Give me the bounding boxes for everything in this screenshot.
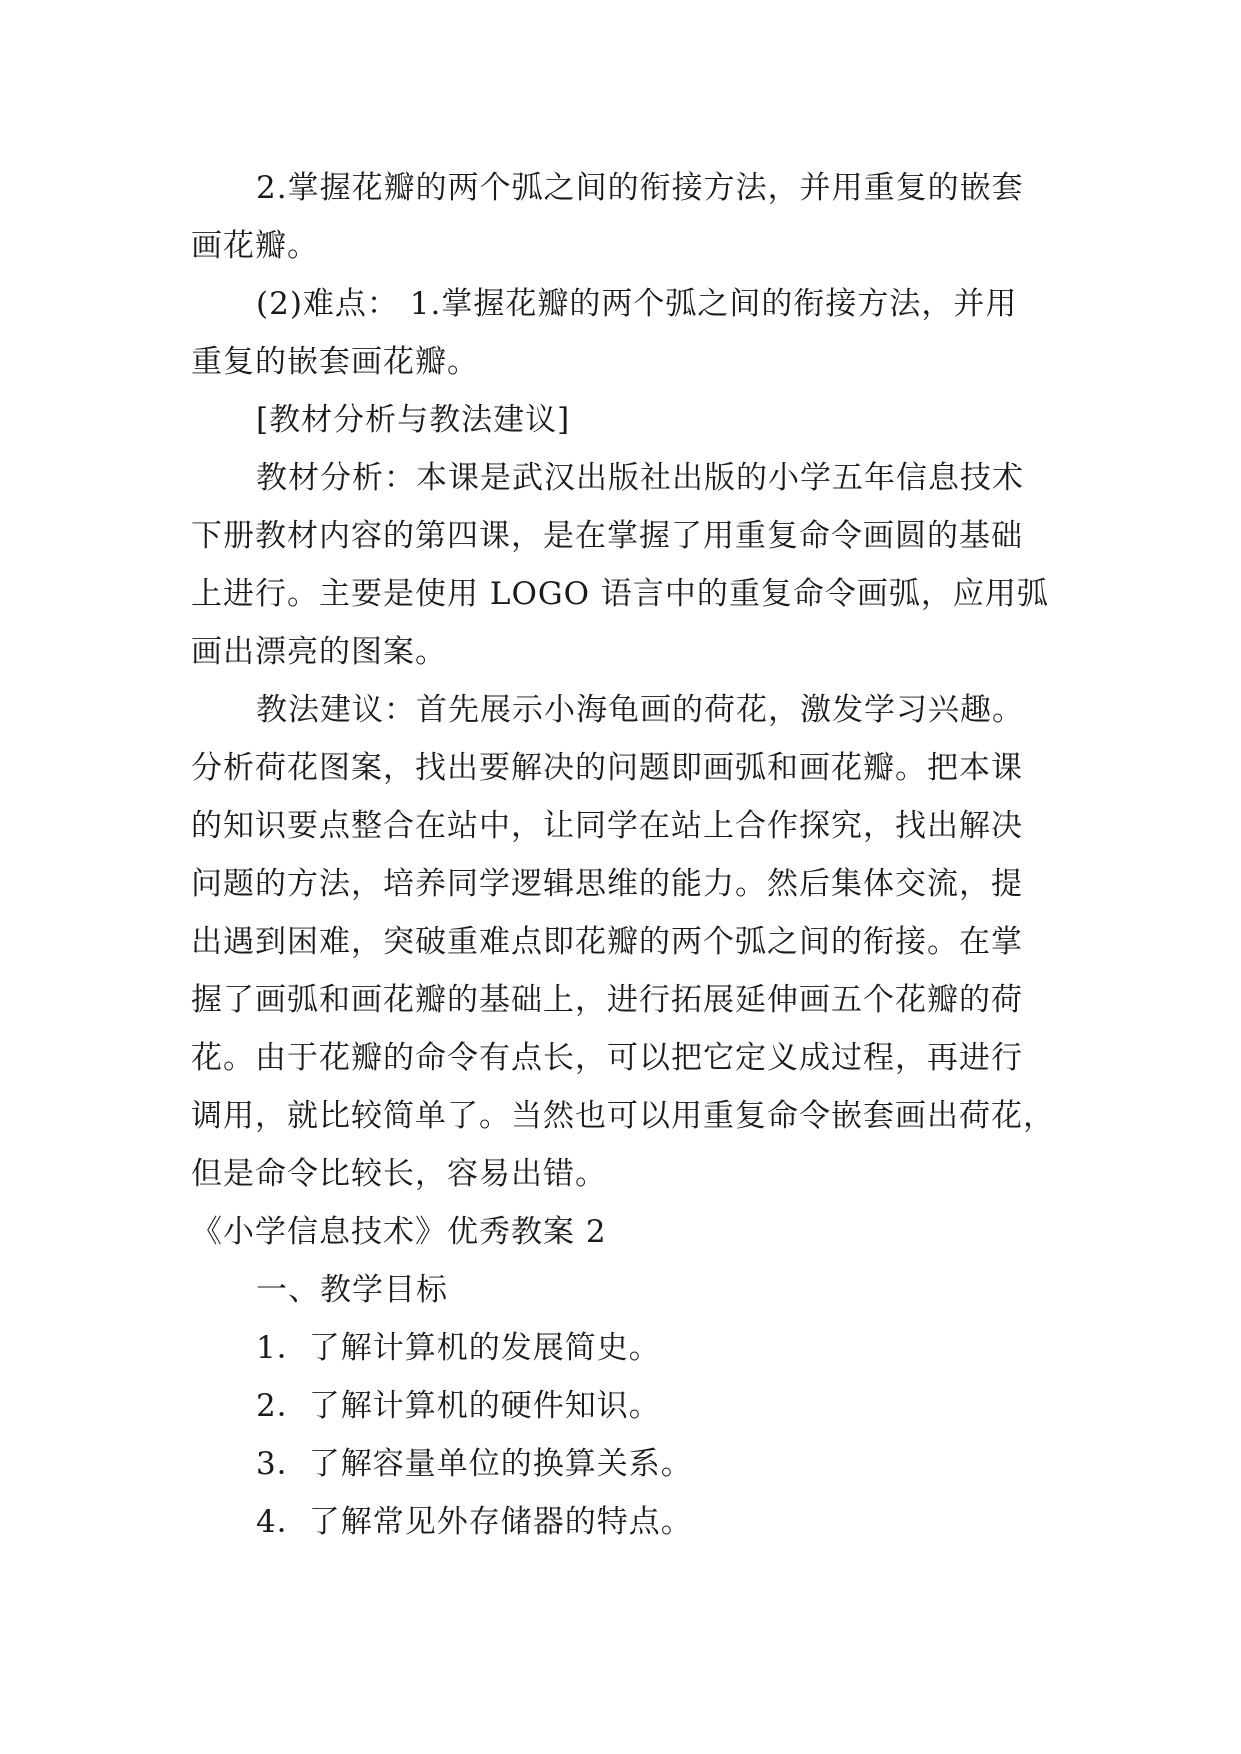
section-heading: 一、教学目标 <box>256 1272 448 1308</box>
paragraph-line: 2.掌握花瓣的两个弧之间的衔接方法，并用重复的嵌套 <box>256 170 1024 206</box>
list-item: 4．了解常见外存储器的特点。 <box>256 1504 693 1540</box>
paragraph-line: 握了画弧和画花瓣的基础上，进行拓展延伸画五个花瓣的荷 <box>191 982 1023 1018</box>
paragraph-line: 问题的方法，培养同学逻辑思维的能力。然后集体交流，提 <box>191 866 1023 902</box>
section-heading: [教材分析与教法建议] <box>256 402 571 438</box>
paragraph-line: 出遇到困难，突破重难点即花瓣的两个弧之间的衔接。在掌 <box>191 924 1023 960</box>
paragraph-line: 画出漂亮的图案。 <box>191 634 447 670</box>
list-item: 3．了解容量单位的换算关系。 <box>256 1446 693 1482</box>
list-item: 2．了解计算机的硬件知识。 <box>256 1388 661 1424</box>
paragraph-line: 教材分析：本课是武汉出版社出版的小学五年信息技术 <box>256 460 1024 496</box>
paragraph-line: 重复的嵌套画花瓣。 <box>191 344 479 380</box>
paragraph-line: 的知识要点整合在站中，让同学在站上合作探究，找出解决 <box>191 808 1023 844</box>
paragraph-line: 画花瓣。 <box>191 228 319 264</box>
paragraph-line: 下册教材内容的第四课，是在掌握了用重复命令画圆的基础 <box>191 518 1023 554</box>
paragraph-line: 但是命令比较长，容易出错。 <box>191 1156 607 1192</box>
paragraph-line: 教法建议：首先展示小海龟画的荷花，激发学习兴趣。 <box>256 692 1024 728</box>
paragraph-line: 调用，就比较简单了。当然也可以用重复命令嵌套画出荷花， <box>191 1098 1055 1134</box>
paragraph-line: (2)难点： 1.掌握花瓣的两个弧之间的衔接方法，并用 <box>256 286 1018 322</box>
document-title: 《小学信息技术》优秀教案 2 <box>191 1214 607 1250</box>
paragraph-line: 花。由于花瓣的命令有点长，可以把它定义成过程，再进行 <box>191 1040 1023 1076</box>
paragraph-line: 分析荷花图案，找出要解决的问题即画弧和画花瓣。把本课 <box>191 750 1023 786</box>
list-item: 1．了解计算机的发展简史。 <box>256 1330 661 1366</box>
paragraph-line: 上进行。主要是使用 LOGO 语言中的重复命令画弧，应用弧 <box>191 576 1049 612</box>
